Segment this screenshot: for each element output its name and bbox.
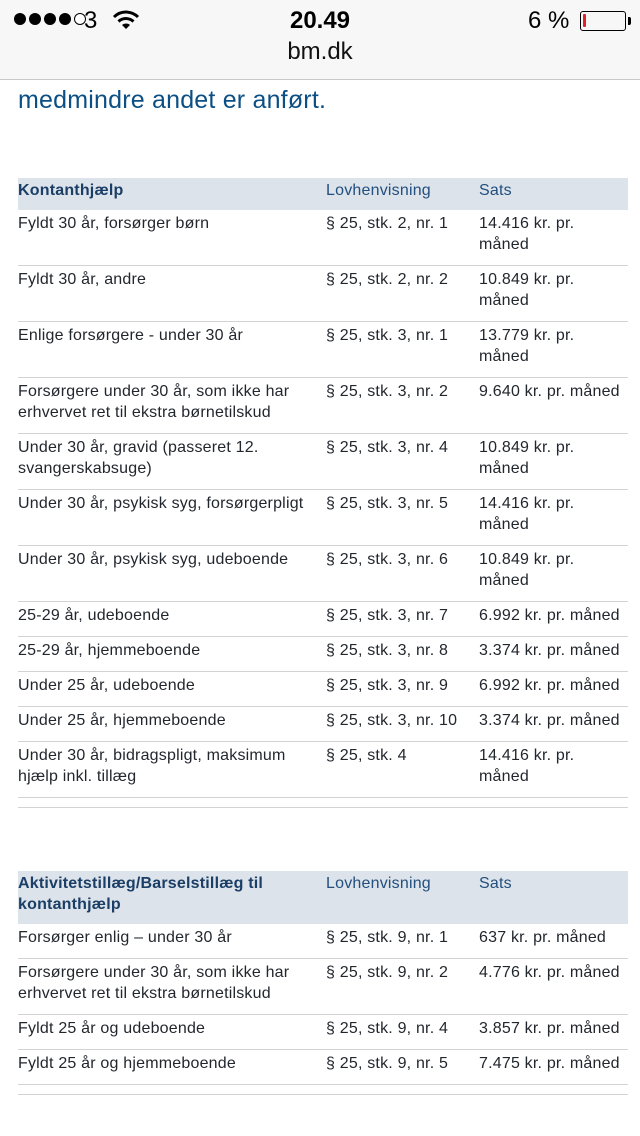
table-row xyxy=(18,672,628,707)
row-law-reference: § 25, stk. 3, nr. 4 xyxy=(322,434,475,490)
row-law-reference: § 25, stk. 2, nr. 1 xyxy=(322,210,475,266)
row-rate: 3.857 kr. pr. måned xyxy=(475,1015,628,1050)
row-rate: 10.849 kr. pr. måned xyxy=(475,546,628,602)
row-description: Under 30 år, psykisk syg, udeboende xyxy=(18,546,322,602)
table-row xyxy=(18,434,628,490)
status-bar xyxy=(0,0,640,40)
row-law-reference: § 25, stk. 3, nr. 10 xyxy=(322,707,475,742)
kontanthjaelp-table xyxy=(18,178,628,808)
battery-icon xyxy=(580,11,626,31)
row-law-reference: § 25, stk. 3, nr. 7 xyxy=(322,602,475,637)
table-row xyxy=(18,742,628,798)
table-row xyxy=(18,602,628,637)
url-text[interactable]: bm.dk xyxy=(287,38,353,65)
battery-level xyxy=(583,14,586,27)
table-row xyxy=(18,490,628,546)
row-description: Under 25 år, hjemmeboende xyxy=(18,707,322,742)
row-description: Fyldt 25 år og hjemmeboende xyxy=(18,1050,322,1085)
page-content xyxy=(0,80,640,1136)
row-rate: 3.374 kr. pr. måned xyxy=(475,707,628,742)
row-law-reference: § 25, stk. 3, nr. 1 xyxy=(322,322,475,378)
row-description: Under 30 år, bidragspligt, maksimum hjælp inkl. tillæg xyxy=(18,742,322,798)
row-rate: 637 kr. pr. måned xyxy=(475,924,628,959)
row-description: Fyldt 30 år, andre xyxy=(18,266,322,322)
row-description: Fyldt 30 år, forsørger børn xyxy=(18,210,322,266)
kontanthjaelp-table-body xyxy=(18,210,628,808)
table-row xyxy=(18,1015,628,1050)
row-rate: 14.416 kr. pr. måned xyxy=(475,490,628,546)
table-row xyxy=(18,1050,628,1085)
row-description: 25-29 år, hjemmeboende xyxy=(18,637,322,672)
row-rate: 7.475 kr. pr. måned xyxy=(475,1050,628,1085)
row-description: Forsørger enlig – under 30 år xyxy=(18,924,322,959)
browser-chrome xyxy=(0,0,640,80)
battery-nub xyxy=(628,17,631,25)
intro-text: medmindre andet er anført. xyxy=(18,86,327,114)
table-row xyxy=(18,924,628,959)
row-law-reference: § 25, stk. 3, nr. 8 xyxy=(322,637,475,672)
table-bottom-rule xyxy=(18,1085,628,1095)
row-rate: 4.776 kr. pr. måned xyxy=(475,959,628,1015)
row-description: Under 25 år, udeboende xyxy=(18,672,322,707)
row-law-reference: § 25, stk. 4 xyxy=(322,742,475,798)
aktivitetstillaeg-table xyxy=(18,871,628,1095)
column-header-kontanthjaelp: Kontanthjælp xyxy=(18,178,322,210)
row-description: Enlige forsørgere - under 30 år xyxy=(18,322,322,378)
row-rate: 14.416 kr. pr. måned xyxy=(475,742,628,798)
row-description: 25-29 år, udeboende xyxy=(18,602,322,637)
row-rate: 13.779 kr. pr. måned xyxy=(475,322,628,378)
table-row xyxy=(18,707,628,742)
row-rate: 3.374 kr. pr. måned xyxy=(475,637,628,672)
row-law-reference: § 25, stk. 9, nr. 2 xyxy=(322,959,475,1015)
table-header-row xyxy=(18,871,628,924)
row-law-reference: § 25, stk. 3, nr. 2 xyxy=(322,378,475,434)
address-bar[interactable] xyxy=(0,38,640,66)
row-description: Under 30 år, psykisk syg, forsørgerpligt xyxy=(18,490,322,546)
row-law-reference: § 25, stk. 3, nr. 6 xyxy=(322,546,475,602)
row-law-reference: § 25, stk. 3, nr. 5 xyxy=(322,490,475,546)
table-bottom-spacer xyxy=(18,1085,628,1095)
row-description: Forsørgere under 30 år, som ikke har erhvervet ret til ekstra børnetilskud xyxy=(18,959,322,1015)
row-law-reference: § 25, stk. 9, nr. 4 xyxy=(322,1015,475,1050)
row-rate: 6.992 kr. pr. måned xyxy=(475,602,628,637)
table-row xyxy=(18,322,628,378)
row-rate: 6.992 kr. pr. måned xyxy=(475,672,628,707)
table-row xyxy=(18,546,628,602)
column-header-sats: Sats xyxy=(475,871,628,924)
row-description: Fyldt 25 år og udeboende xyxy=(18,1015,322,1050)
row-rate: 10.849 kr. pr. måned xyxy=(475,434,628,490)
table-row xyxy=(18,210,628,266)
column-header-lovhenvisning: Lovhenvisning xyxy=(322,178,475,210)
row-law-reference: § 25, stk. 2, nr. 2 xyxy=(322,266,475,322)
row-rate: 10.849 kr. pr. måned xyxy=(475,266,628,322)
row-description: Under 30 år, gravid (passeret 12. svangerskabsuge) xyxy=(18,434,322,490)
table-row xyxy=(18,266,628,322)
row-description: Forsørgere under 30 år, som ikke har erhvervet ret til ekstra børnetilskud xyxy=(18,378,322,434)
row-rate: 9.640 kr. pr. måned xyxy=(475,378,628,434)
row-rate: 14.416 kr. pr. måned xyxy=(475,210,628,266)
row-law-reference: § 25, stk. 9, nr. 1 xyxy=(322,924,475,959)
table-row xyxy=(18,637,628,672)
battery-percent: 6 % xyxy=(528,7,570,34)
aktivitetstillaeg-table-body xyxy=(18,924,628,1095)
table-row xyxy=(18,959,628,1015)
carrier-name: 3 xyxy=(84,7,98,34)
column-header-sats: Sats xyxy=(475,178,628,210)
table-header-row xyxy=(18,178,628,210)
status-time: 20.49 xyxy=(289,7,351,34)
table-row xyxy=(18,378,628,434)
row-law-reference: § 25, stk. 9, nr. 5 xyxy=(322,1050,475,1085)
table-bottom-spacer xyxy=(18,798,628,808)
column-header-aktivitetstillaeg: Aktivitetstillæg/Barselstillæg til kontanthjælp xyxy=(18,871,322,924)
row-law-reference: § 25, stk. 3, nr. 9 xyxy=(322,672,475,707)
table-bottom-rule xyxy=(18,798,628,808)
column-header-lovhenvisning: Lovhenvisning xyxy=(322,871,475,924)
